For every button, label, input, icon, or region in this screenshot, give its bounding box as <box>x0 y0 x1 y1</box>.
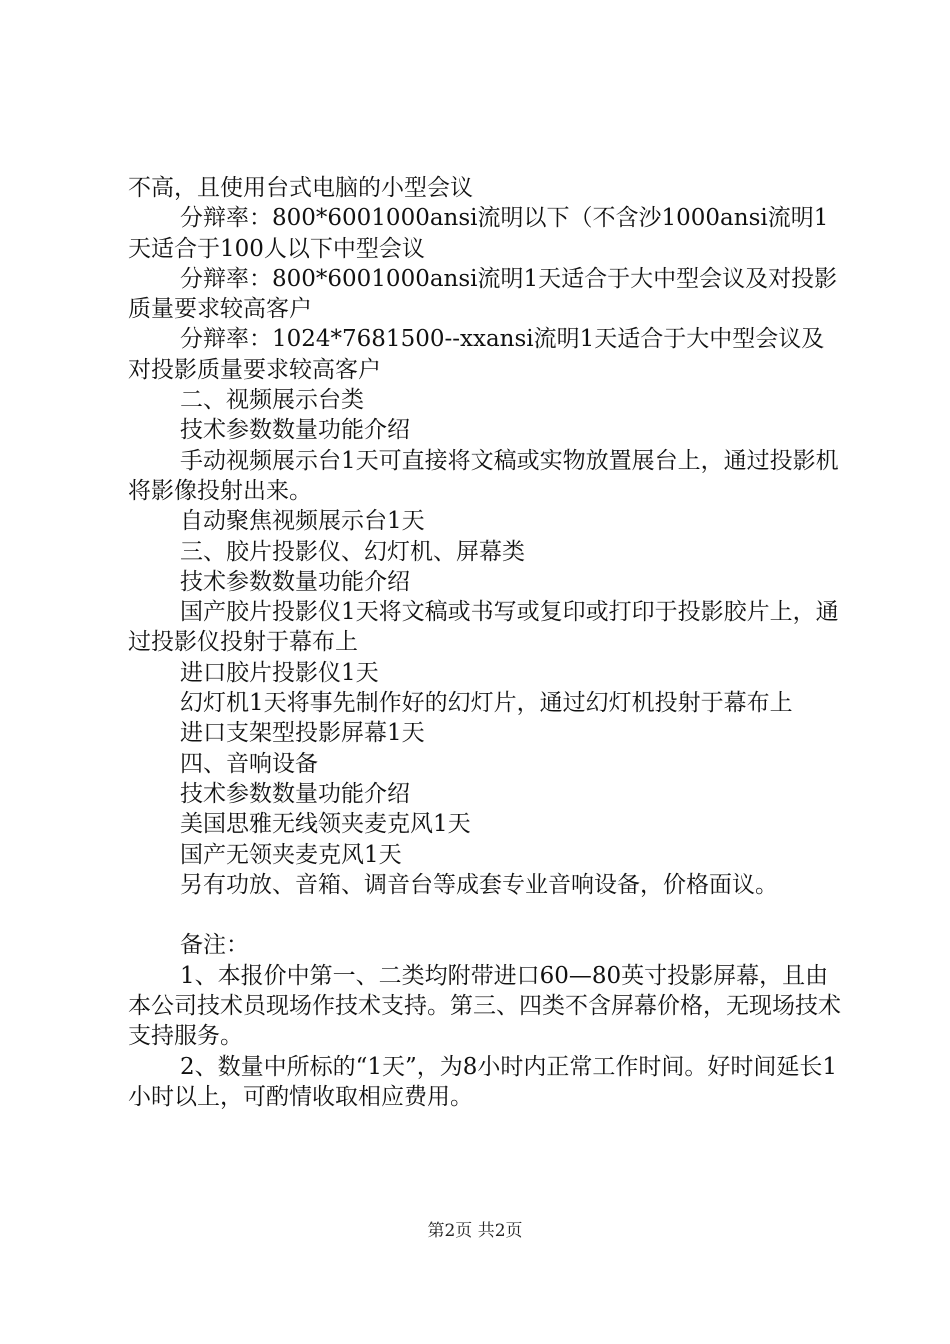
blank-line <box>128 900 843 930</box>
paragraph-11: 国产胶片投影仪1天将文稿或书写或复印或打印于投影胶片上，通过投影仪投射于幕布上 <box>128 599 839 656</box>
paragraph-18: 国产无领夹麦克风1天 <box>180 841 402 868</box>
paragraph-8: 自动聚焦视频展示台1天 <box>180 508 425 535</box>
paragraph-1: 不高，且使用台式电脑的小型会议 <box>128 175 473 201</box>
paragraph-4: 分辩率：1024*7681500--xxansi流明1天适合于大中型会议及对投影质量要求较高客户 <box>128 326 825 383</box>
paragraph-3: 分辩率：800*6001000ansi流明1天适合于大中型会议及对投影质量要求较高客户 <box>128 265 838 323</box>
page-number-footer: 第2页 共2页 <box>427 1221 523 1241</box>
document-body <box>128 173 843 1112</box>
note-2: 2、数量中所标的“1天”，为8小时内正常工作时间。好时间延长1小时以上，可酌情收取相应费用。 <box>128 1053 838 1110</box>
column-header-line: 技术参数数量功能介绍 <box>180 780 410 807</box>
column-header-line: 技术参数数量功能介绍 <box>180 568 410 595</box>
paragraph-14: 进口支架型投影屏幕1天 <box>180 720 425 747</box>
notes-heading: 备注： <box>180 932 249 959</box>
section-heading-film-projector: 三、胶片投影仪、幻灯机、屏幕类 <box>180 538 525 565</box>
section-heading-audio: 四、音响设备 <box>180 750 318 777</box>
note-1: 1、本报价中第一、二类均附带进口60—80英寸投影屏幕，且由本公司技术员现场作技术支持。第三、四类不含屏幕价格，无现场技术支持服务。 <box>128 962 841 1050</box>
column-header-line: 技术参数数量功能介绍 <box>180 417 410 444</box>
paragraph-17: 美国思雅无线领夹麦克风1天 <box>180 811 471 838</box>
paragraph-13: 幻灯机1天将事先制作好的幻灯片，通过幻灯机投射于幕布上 <box>180 690 793 717</box>
section-heading-video-stand: 二、视频展示台类 <box>180 387 364 414</box>
paragraph-12: 进口胶片投影仪1天 <box>180 659 379 686</box>
paragraph-7: 手动视频展示台1天可直接将文稿或实物放置展台上，通过投影机将影像投射出来。 <box>128 447 839 504</box>
paragraph-2: 分辩率：800*6001000ansi流明以下（不含沙1000ansi流明1天适合于100人以下中型会议 <box>128 205 829 262</box>
paragraph-19: 另有功放、音箱、调音台等成套专业音响设备，价格面议。 <box>180 871 778 898</box>
